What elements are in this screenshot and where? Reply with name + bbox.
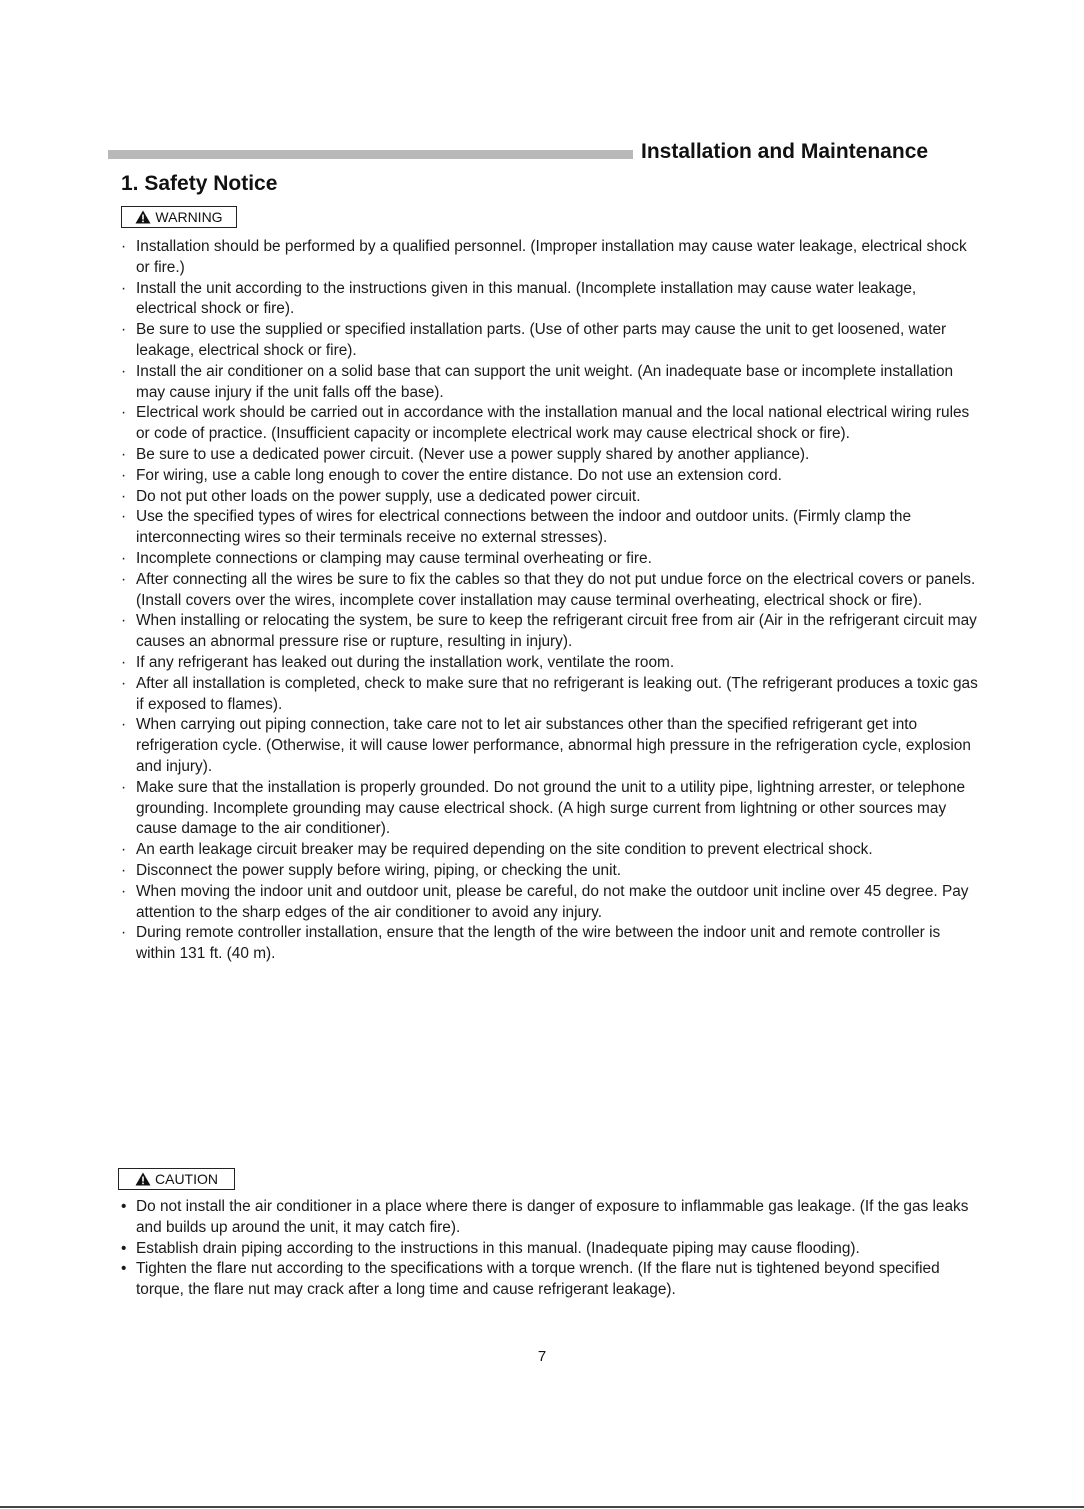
warning-item (121, 653, 981, 674)
warning-item (121, 882, 981, 924)
bullet-icon: · (121, 861, 127, 879)
caution-label: CAUTION (155, 1171, 218, 1187)
bullet-icon: · (121, 612, 127, 630)
warning-item (121, 861, 981, 882)
bullet-icon: · (121, 466, 127, 484)
caution-item (121, 1197, 981, 1239)
bullet-icon: • (121, 1198, 127, 1215)
caution-item-text: Do not install the air conditioner in a place where there is danger of exposure to inflammable gas leakage. (If the gas leaks and builds up around the unit, it may catch fire). (136, 1198, 969, 1236)
warning-item (121, 611, 981, 653)
warning-item (121, 840, 981, 861)
warning-item (121, 487, 981, 508)
caution-item (121, 1259, 981, 1301)
bullet-icon: · (121, 882, 127, 900)
warning-item-text: After connecting all the wires be sure to fix the cables so that they do not put undue force on the electrical covers or panels. (Install covers over the wires, incomplete cover installation may cause terminal overheating, electrical shock or fire). (136, 570, 976, 609)
bullet-icon: • (121, 1260, 127, 1278)
warning-item-text: During remote controller installation, ensure that the length of the wire between the indoor unit and remote controller is within 131 ft. (40 m). (136, 924, 941, 963)
bullet-icon: · (121, 445, 127, 463)
bullet-icon: · (121, 238, 127, 255)
caution-label-box (118, 1168, 235, 1190)
page-header-title: Installation and Maintenance (641, 140, 929, 163)
bottom-rule (0, 1506, 1084, 1508)
warning-item-text: Electrical work should be carried out in accordance with the installation manual and the local national electrical wiring rules or code of practice. (Insufficient capacity or incomplete electrical work may cause electrical shock or fire). (136, 404, 970, 443)
warning-item-text: Incomplete connections or clamping may cause terminal overheating or fire. (136, 549, 652, 567)
warning-item (121, 778, 981, 840)
bullet-icon: · (121, 924, 127, 942)
bullet-icon: · (121, 841, 127, 859)
warning-label-box (121, 206, 237, 228)
warning-item-text: Installation should be performed by a qualified personnel. (Improper installation may cause water leakage, electrical shock or fire.) (136, 238, 967, 276)
warning-item-text: Install the air conditioner on a solid base that can support the unit weight. (An inadequate base or incomplete installation may cause injury if the unit falls off the base). (136, 362, 954, 401)
warning-item (121, 674, 981, 716)
caution-list (121, 1197, 981, 1301)
bullet-icon: · (121, 716, 127, 734)
warning-item (121, 320, 981, 362)
warning-item (121, 403, 981, 445)
warning-item-text: An earth leakage circuit breaker may be required depending on the site condition to prevent electrical shock. (136, 841, 873, 859)
warning-item (121, 507, 981, 549)
warning-item-text: After all installation is completed, check to make sure that no refrigerant is leaking out. (The refrigerant produces a toxic gas if exposed to flames). (136, 674, 978, 713)
warning-item-text: If any refrigerant has leaked out during the installation work, ventilate the room. (136, 653, 675, 671)
warning-item-text: Use the specified types of wires for electrical connections between the indoor and outdoor units. (Firmly clamp the interconnecting wires so their terminals receive no external stresses). (136, 508, 912, 547)
warning-list (121, 237, 981, 965)
warning-item (121, 237, 981, 279)
warning-item-text: Do not put other loads on the power supply, use a dedicated power circuit. (136, 487, 641, 505)
warning-item (121, 466, 981, 487)
warning-item (121, 923, 981, 965)
warning-item-text: When carrying out piping connection, take care not to let air substances other than the specified refrigerant get into refrigeration cycle. (Otherwise, it will cause lower performance, abnormal high pressure in the refrigeration cycle, explosion and injury). (136, 716, 971, 775)
bullet-icon: · (121, 674, 127, 692)
caution-item-text: Tighten the flare nut according to the specifications with a torque wrench. (If the flare nut is tightened beyond specified torque, the flare nut may crack after a long time and cause refrigerant leakage). (136, 1260, 940, 1299)
bullet-icon: · (121, 487, 127, 505)
bullet-icon: · (121, 549, 127, 567)
warning-item (121, 279, 981, 321)
caution-item-text: Establish drain piping according to the instructions in this manual. (Inadequate piping may cause flooding). (136, 1239, 860, 1257)
warning-item (121, 715, 981, 777)
warning-item-text: For wiring, use a cable long enough to cover the entire distance. Do not use an extension cord. (136, 466, 782, 484)
bullet-icon: · (121, 362, 127, 380)
section-title: 1. Safety Notice (121, 172, 278, 195)
bullet-icon: · (121, 508, 127, 526)
warning-item (121, 445, 981, 466)
warning-item (121, 549, 981, 570)
warning-item-text: When moving the indoor unit and outdoor unit, please be careful, do not make the outdoor unit incline over 45 degree. Pay attention to the sharp edges of the air conditioner to avoid any injury. (136, 882, 969, 921)
warning-item-text: Install the unit according to the instructions given in this manual. (Incomplete installation may cause water leakage, electrical shock or fire). (136, 279, 917, 318)
warning-item-text: Make sure that the installation is properly grounded. Do not ground the unit to a utility pipe, lightning arrester, or telephone grounding. Incomplete grounding may cause electrical shock. (A high surge current from lightning or other sources may cause damage to the air conditioner). (136, 778, 966, 838)
caution-triangle-icon (135, 1172, 151, 1186)
warning-item-text: Disconnect the power supply before wiring, piping, or checking the unit. (136, 861, 622, 879)
warning-item-text: When installing or relocating the system, be sure to keep the refrigerant circuit free from air (Air in the refrigerant circuit may causes an abnormal pressure rise or rupture, resulting in injury). (136, 612, 977, 651)
header-rule-bar (108, 150, 633, 159)
warning-item-text: Be sure to use the supplied or specified installation parts. (Use of other parts may cause the unit to get loosened, water leakage, electrical shock or fire). (136, 321, 947, 359)
warning-item (121, 570, 981, 612)
warning-item-text: Be sure to use a dedicated power circuit. (Never use a power supply shared by another appliance). (136, 445, 810, 463)
warning-triangle-icon (135, 210, 151, 224)
bullet-icon: · (121, 778, 127, 796)
bullet-icon: · (121, 653, 127, 671)
warning-item (121, 362, 981, 404)
page-number: 7 (537, 1348, 547, 1365)
bullet-icon: • (121, 1239, 127, 1257)
caution-item (121, 1239, 981, 1260)
bullet-icon: · (121, 404, 127, 422)
bullet-icon: · (121, 321, 127, 339)
warning-label: WARNING (155, 209, 223, 225)
bullet-icon: · (121, 570, 127, 588)
bullet-icon: · (121, 279, 127, 297)
